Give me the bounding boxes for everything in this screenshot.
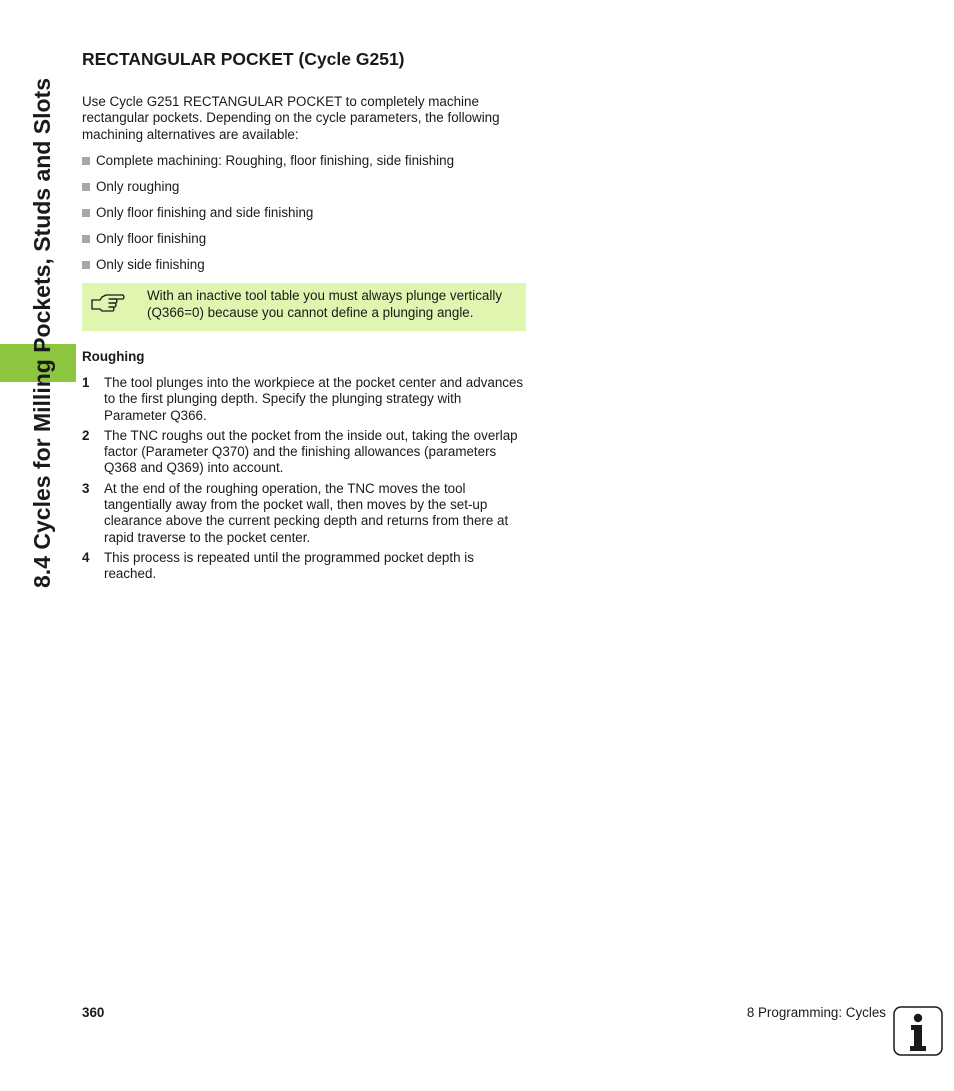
bullet-square-icon	[82, 209, 90, 217]
step-text: This process is repeated until the programmed pocket depth is reached.	[104, 549, 474, 582]
list-item	[82, 257, 526, 273]
list-item-text: Complete machining: Roughing, floor finishing, side finishing	[96, 152, 455, 168]
step-number: 3	[82, 480, 90, 496]
bullet-square-icon	[82, 261, 90, 269]
list-item-text: Only roughing	[96, 178, 180, 194]
step-number: 1	[82, 374, 90, 390]
step-text: The tool plunges into the workpiece at the pocket center and advances to the first plunging depth. Specify the plunging strategy with Parameter Q366.	[104, 374, 524, 423]
bullet-square-icon	[82, 157, 90, 165]
main-content	[82, 48, 526, 587]
info-icon	[893, 1006, 943, 1061]
bullet-square-icon	[82, 235, 90, 243]
alternatives-list	[82, 153, 526, 274]
list-item	[82, 205, 526, 221]
list-item-text: Only floor finishing and side finishing	[96, 205, 314, 221]
roughing-steps	[82, 375, 526, 583]
step-item	[82, 550, 526, 583]
list-item	[82, 231, 526, 247]
note-text: With an inactive tool table you must always plunge vertically (Q366=0) because you cannot define a plunging angle.	[147, 288, 503, 320]
page-heading: RECTANGULAR POCKET (Cycle G251)	[82, 49, 405, 69]
side-section-title: 8.4 Cycles for Milling Pockets, Studs and Slots	[29, 78, 55, 588]
step-item	[82, 375, 526, 424]
pointing-hand-icon	[90, 288, 140, 321]
list-item	[82, 179, 526, 195]
bullet-square-icon	[82, 183, 90, 191]
step-item	[82, 481, 526, 546]
step-item	[82, 428, 526, 477]
chapter-footer: 8 Programming: Cycles	[746, 1005, 886, 1020]
subheading-roughing: Roughing	[82, 348, 145, 364]
page-number: 360	[82, 1005, 105, 1020]
step-number: 4	[82, 549, 90, 565]
list-item-text: Only floor finishing	[96, 231, 207, 247]
list-item-text: Only side finishing	[96, 257, 205, 273]
side-title-container	[22, 50, 62, 616]
intro-paragraph: Use Cycle G251 RECTANGULAR POCKET to completely machine rectangular pockets. Depending on the cycle parameters, the following machining alternatives are available:	[82, 94, 500, 142]
note-box	[82, 283, 526, 330]
step-text: The TNC roughs out the pocket from the inside out, taking the overlap factor (Parameter Q370) and the finishing allowances (parameters Q368 and Q369) into account.	[104, 427, 518, 476]
step-text: At the end of the roughing operation, the TNC moves the tool tangentially away from the pocket wall, then moves by the set-up clearance above the current pecking depth and returns from there at rapid traverse to the pocket center.	[104, 480, 509, 545]
list-item	[82, 153, 526, 169]
step-number: 2	[82, 427, 90, 443]
